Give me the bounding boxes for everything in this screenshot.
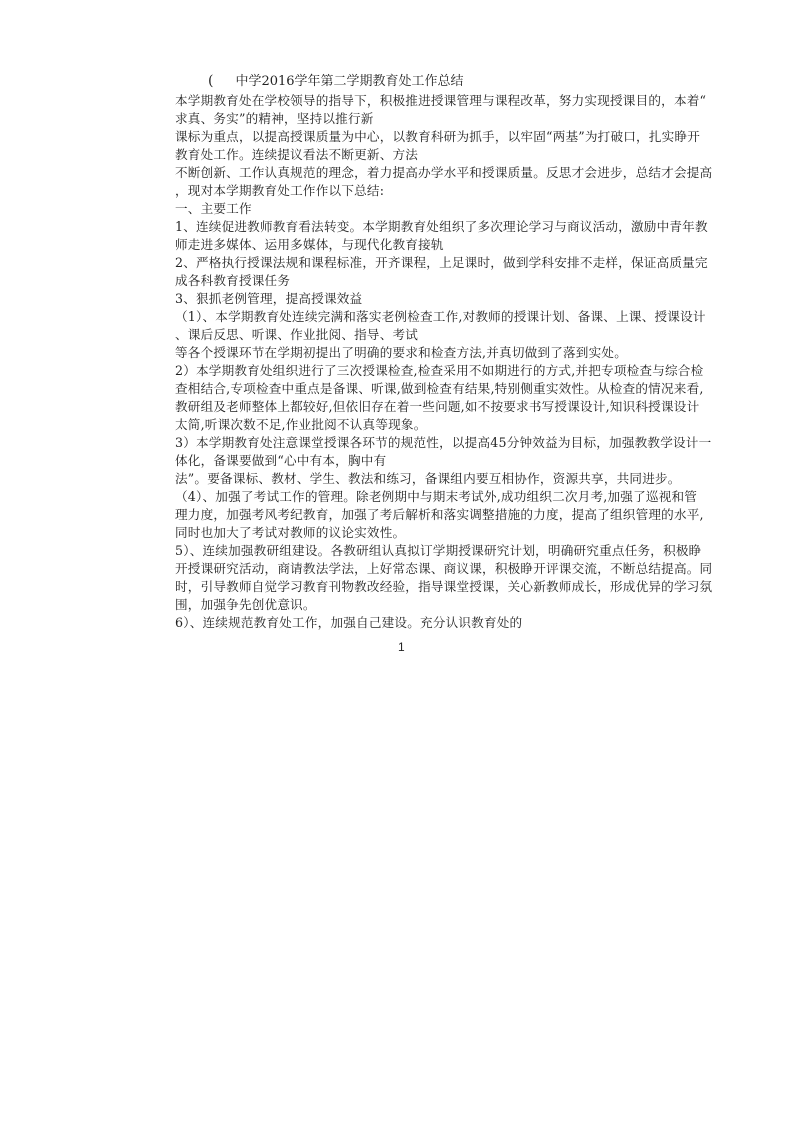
text-line: 课标为重点，以提高授课质量为中心，以教育科研为抓手，以牢固“两基”为打破口，扎实睁开 xyxy=(175,129,701,144)
title-text: 中学2016学年第二学期教育处工作总结 xyxy=(235,74,464,89)
text-line: （4）、加强了考试工作的管理。除老例期中与期末考试外,成功组织二次月考,加强了巡视和管 xyxy=(175,489,698,504)
text-line: 成各科教育授课任务 xyxy=(175,273,291,288)
text-line: 法”。要备课标、教材、学生、教法和练习，备课组内要互相协作，资源共享，共同进步。 xyxy=(175,471,681,486)
section-heading: 一、主要工作 xyxy=(175,201,252,216)
page-number: 1 xyxy=(398,640,405,654)
text-line: 3、狠抓老例管理，提高授课效益 xyxy=(175,291,363,306)
text-line: 求真、务实”的精神，坚持以推行新 xyxy=(175,111,374,126)
text-line: 理力度，加强考风考纪教育，加强了考后解析和落实调整措施的力度，提高了组织管理的水平, xyxy=(175,507,704,522)
text-line: 1、连续促进教师教育看法转变。本学期教育处组织了多次理论学习与商议活动，激励中青年教 xyxy=(175,219,708,234)
text-line: 5）、连续加强教研组建设。各教研组认真拟订学期授课研究计划，明确研究重点任务，积极睁 xyxy=(175,543,702,558)
document-title xyxy=(208,72,464,91)
text-line: 围，加强争先创优意识。 xyxy=(175,597,316,612)
text-line: 本学期教育处在学校领导的指导下，积极推进授课管理与课程改革，努力实现授课目的，本着“ xyxy=(175,93,707,108)
text-line: 2）本学期教育处组织进行了三次授课检查,检查采用不如期进行的方式,并把专项检查与综合检 xyxy=(175,363,704,378)
text-line: 教研组及老师整体上都较好,但依旧存在着一些问题,如不按要求书写授课设计,知识科授课设计 xyxy=(175,399,700,414)
text-line: 3）本学期教育处注意课堂授课各环节的规范性，以提高45分钟效益为目标，加强教教学设计一 xyxy=(175,435,712,450)
text-line: 教育处工作。连续提议看法不断更新、方法 xyxy=(175,147,419,162)
title-paren: ( xyxy=(208,73,214,89)
text-line: 6）、连续规范教育处工作，加强自己建设。充分认识教育处的 xyxy=(175,615,523,630)
text-line: 不断创新、工作认真规范的理念，着力提高办学水平和授课质量。反思才会进步，总结才会提高 xyxy=(175,165,713,180)
text-line: 开授课研究活动，商请教法学法，上好常态课、商议课，积极睁开评课交流，不断总结提高。同 xyxy=(175,561,713,576)
text-line: 师走进多媒体、运用多媒体，与现代化教育接轨 xyxy=(175,237,444,252)
text-line: 、课后反思、听课、作业批阅、指导、考试 xyxy=(175,327,419,342)
text-line: （1）、本学期教育处连续完满和落实老例检查工作,对教师的授课计划、备课、上课、授课设计 xyxy=(175,309,706,324)
text-line: 同时也加大了考试对教师的议论实效性。 xyxy=(175,525,406,540)
text-line: 太简,听课次数不足,作业批阅不认真等现象。 xyxy=(175,417,427,432)
text-line: 体化，备课要做到“心中有本，胸中有 xyxy=(175,453,387,468)
text-line: 2、严格执行授课法规和课程标准，开齐课程，上足课时，做到学科安排不走样，保证高质量完 xyxy=(175,255,708,270)
text-line: 等各个授课环节在学期初提出了明确的要求和检查方法,并真切做到了落到实处。 xyxy=(175,345,627,360)
text-line: 查相结合,专项检查中重点是备课、听课,做到检查有结果,特别侧重实效性。从检查的情况来看, xyxy=(175,381,704,396)
text-line: ，现对本学期教育处工作作以下总结: xyxy=(175,183,385,198)
text-line: 时，引导教师自觉学习教育刊物教改经验，指导课堂授课，关心新教师成长，形成优异的学习氛 xyxy=(175,579,713,594)
